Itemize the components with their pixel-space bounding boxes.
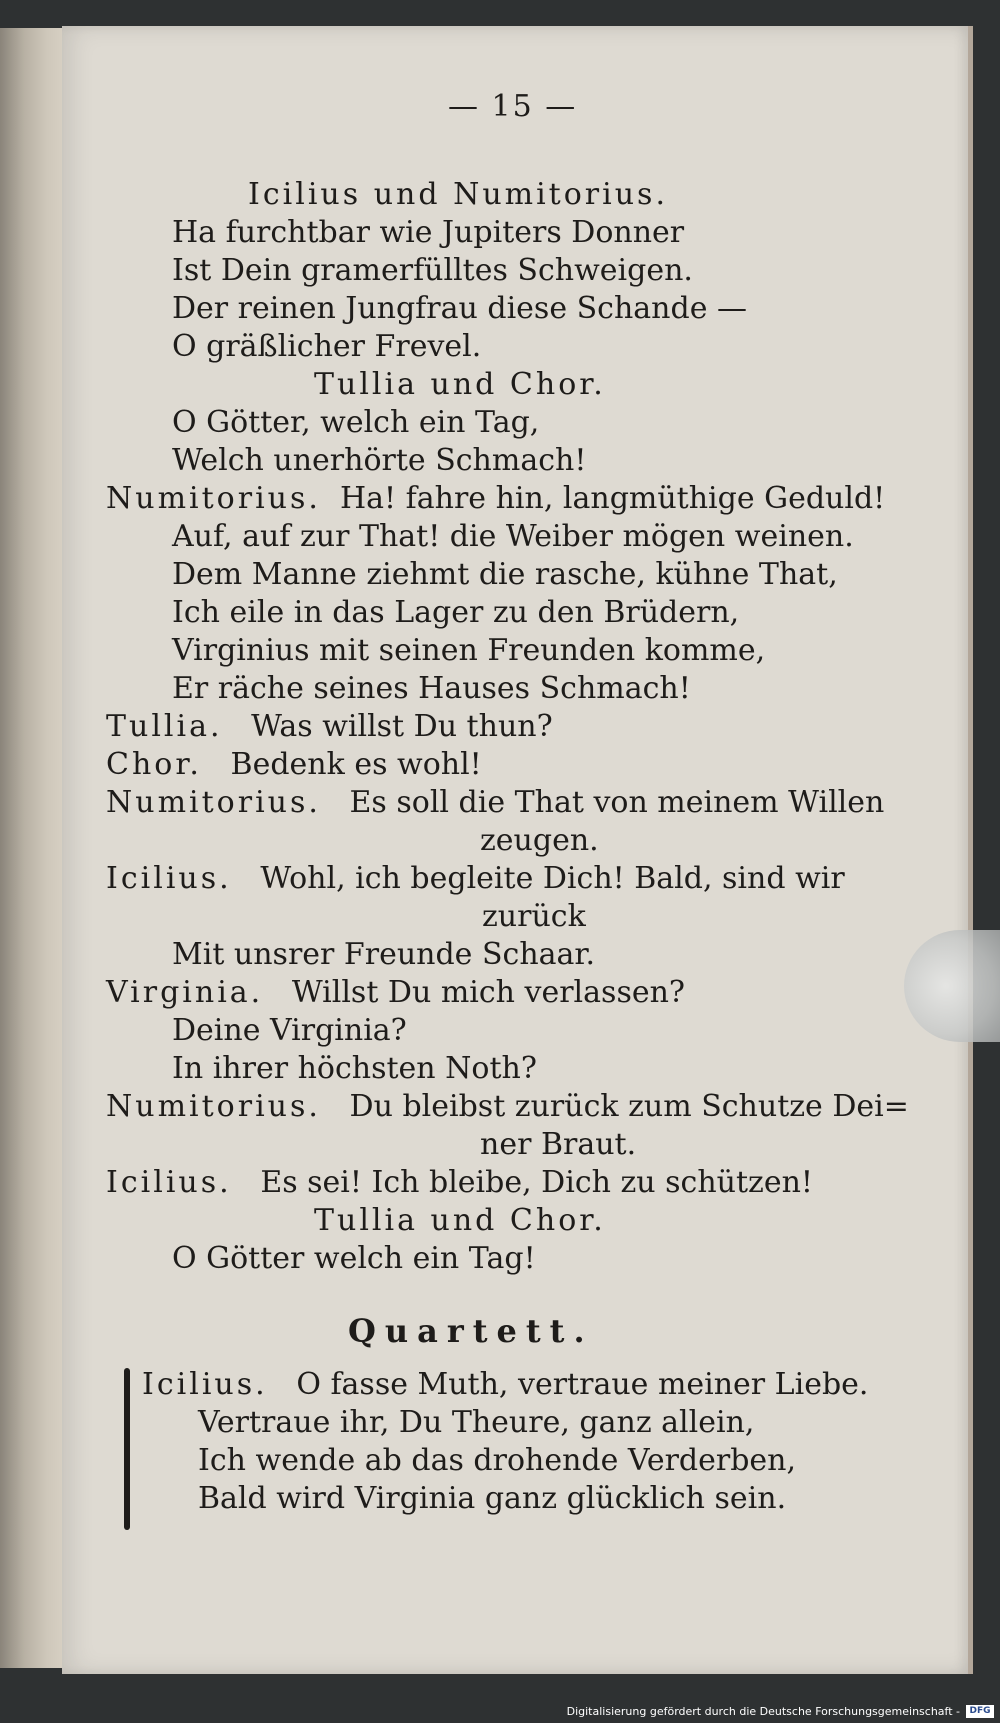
verse-line: Virginius mit seinen Freunden komme, — [172, 633, 766, 668]
verse-line: Ich wende ab das drohende Verderben, — [198, 1443, 797, 1478]
dialogue-line — [106, 1164, 813, 1202]
dialogue-text: Ha! fahre hin, langmüthige Geduld! — [340, 481, 886, 516]
dialogue-text: Es sei! Ich bleibe, Dich zu schützen! — [260, 1165, 813, 1200]
speaker-name: Tullia. — [106, 709, 223, 744]
speaker-name: Numitorius. — [106, 1089, 321, 1124]
verse-line: Deine Virginia? — [172, 1013, 407, 1048]
speaker-name: Numitorius. — [106, 785, 321, 820]
continuation-line: zurück — [482, 899, 586, 934]
dialogue-text: Du bleibst zurück zum Schutze Dei= — [349, 1089, 909, 1124]
dialogue-text: Bedenk es wohl! — [230, 747, 482, 782]
section-heading-quartett: Quartett. — [348, 1312, 594, 1350]
dialogue-line — [106, 746, 482, 784]
book-spine-shadow — [0, 28, 68, 1668]
page-number: — 15 — — [448, 89, 578, 124]
dialogue-line — [106, 974, 685, 1012]
verse-line: In ihrer höchsten Noth? — [172, 1051, 537, 1086]
speaker-heading: Tullia und Chor. — [314, 1203, 606, 1238]
quartett-brace — [124, 1368, 130, 1530]
speaker-name: Numitorius. — [106, 481, 321, 516]
verse-line: Ich eile in das Lager zu den Brüdern, — [172, 595, 740, 630]
dialogue-text: Wohl, ich begleite Dich! Bald, sind wir — [260, 861, 845, 896]
dialogue-line — [142, 1366, 868, 1404]
speaker-name: Icilius. — [106, 861, 232, 896]
dialogue-text: O fasse Muth, vertraue meiner Liebe. — [296, 1367, 869, 1402]
dialogue-line — [106, 1088, 909, 1126]
dialogue-line — [106, 480, 885, 518]
verse-line: Dem Manne ziehmt die rasche, kühne That, — [172, 557, 838, 592]
verse-line: O gräßlicher Frevel. — [172, 329, 482, 364]
page-text — [62, 26, 968, 1674]
verse-line: Ha furchtbar wie Jupiters Donner — [172, 215, 685, 250]
verse-line: Mit unsrer Freunde Schaar. — [172, 937, 595, 972]
verse-line: Auf, auf zur That! die Weiber mögen weinen. — [172, 519, 854, 554]
verse-line: O Götter welch ein Tag! — [172, 1241, 536, 1276]
speaker-name: Chor. — [106, 747, 202, 782]
funding-credit: Digitalisierung gefördert durch die Deutsche Forschungsgemeinschaft - — [566, 1705, 960, 1718]
verse-line: Ist Dein gramerfülltes Schweigen. — [172, 253, 693, 288]
dialogue-text: Willst Du mich verlassen? — [291, 975, 685, 1010]
continuation-line: zeugen. — [480, 823, 599, 858]
book-page — [62, 26, 973, 1674]
dialogue-line — [106, 860, 845, 898]
speaker-name: Icilius. — [142, 1367, 268, 1402]
verse-line: Welch unerhörte Schmach! — [172, 443, 587, 478]
speaker-heading: Icilius und Numitorius. — [248, 177, 668, 212]
dialogue-text: Es soll die That von meinem Willen — [349, 785, 885, 820]
continuation-line: ner Braut. — [480, 1127, 637, 1162]
dialogue-line — [106, 708, 553, 746]
speaker-name: Icilius. — [106, 1165, 232, 1200]
digitization-footer — [0, 1700, 1000, 1723]
speaker-name: Virginia. — [106, 975, 264, 1010]
verse-line: Er räche seines Hauses Schmach! — [172, 671, 691, 706]
dialogue-text: Was willst Du thun? — [251, 709, 553, 744]
verse-line: Der reinen Jungfrau diese Schande — — [172, 291, 747, 326]
speaker-heading: Tullia und Chor. — [314, 367, 606, 402]
dfg-logo: DFG — [966, 1705, 994, 1718]
dialogue-line — [106, 784, 884, 822]
verse-line: Bald wird Virginia ganz glücklich sein. — [198, 1481, 787, 1516]
verse-line: Vertraue ihr, Du Theure, ganz allein, — [198, 1405, 755, 1440]
verse-line: O Götter, welch ein Tag, — [172, 405, 540, 440]
